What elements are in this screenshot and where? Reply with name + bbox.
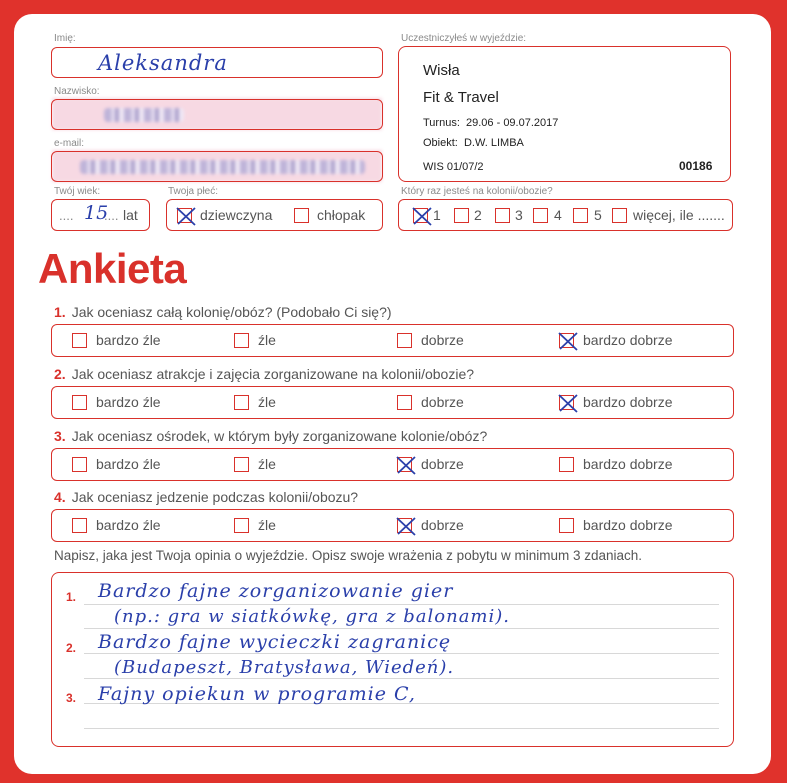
- handwritten-line-4: (Budapeszt, Bratysława, Wiedeń).: [114, 657, 455, 678]
- check-mark-icon: [395, 454, 417, 476]
- times-checkbox-4[interactable]: [533, 208, 548, 223]
- times-field: [398, 199, 733, 231]
- handwritten-line-3: Bardzo fajne wycieczki zagranicę: [98, 631, 452, 653]
- question-number: 2.: [54, 366, 66, 382]
- q4-very-bad-checkbox[interactable]: [72, 518, 87, 533]
- q3-bad-checkbox[interactable]: [234, 457, 249, 472]
- question-2: [54, 366, 474, 382]
- question-text: Jak oceniasz atrakcje i zajęcia zorganizowane na kolonii/obozie?: [71, 366, 475, 382]
- opinion-prompt: Napisz, jaka jest Twoja opinia o wyjeździe. Opisz swoje wrażenia z pobytu w minimum 3 zdaniach.: [54, 548, 643, 563]
- age-field[interactable]: [51, 199, 150, 231]
- handwritten-line-1: Bardzo fajne zorganizowanie gier: [98, 580, 454, 602]
- surname-label: Nazwisko:: [54, 86, 100, 97]
- q1-good-label: dobrze: [421, 332, 464, 348]
- times-checkbox-5[interactable]: [573, 208, 588, 223]
- handwritten-line-5: Fajny opiekun w programie C,: [98, 683, 416, 705]
- q3-bad-label: źle: [258, 456, 276, 472]
- q3-very-bad-checkbox[interactable]: [72, 457, 87, 472]
- q4-good-label: dobrze: [421, 517, 464, 533]
- question-4: [54, 489, 358, 505]
- q2-very-good-checkbox[interactable]: [559, 395, 574, 410]
- q4-very-good-label: bardzo dobrze: [583, 517, 673, 533]
- check-mark-icon: [557, 392, 579, 414]
- surname-field[interactable]: [51, 99, 383, 130]
- opinion-answer-box[interactable]: [51, 572, 734, 747]
- answer-line: [84, 628, 719, 629]
- q1-very-good-label: bardzo dobrze: [583, 332, 673, 348]
- email-field[interactable]: [51, 151, 383, 182]
- turnus-row: [423, 117, 558, 129]
- times-option-3: 3: [515, 207, 523, 223]
- q4-bad-label: źle: [258, 517, 276, 533]
- answer-number-2: 2.: [66, 641, 77, 655]
- trip-label: Uczestniczyłeś w wyjeździe:: [401, 33, 527, 44]
- gender-female-checkbox[interactable]: [177, 208, 192, 223]
- q1-very-good-checkbox[interactable]: [559, 333, 574, 348]
- question-number: 4.: [54, 489, 66, 505]
- times-checkbox-1[interactable]: [413, 208, 428, 223]
- obiekt-label: Obiekt:: [423, 137, 458, 149]
- answer-line: [84, 653, 719, 654]
- q1-very-bad-checkbox[interactable]: [72, 333, 87, 348]
- answer-number-3: 3.: [66, 691, 77, 705]
- answer-number-1: 1.: [66, 590, 77, 604]
- form-number: 00186: [679, 159, 713, 173]
- question-text: Jak oceniasz jedzenie podczas kolonii/obozu?: [71, 489, 359, 505]
- times-checkbox-more[interactable]: [612, 208, 627, 223]
- q1-bad-label: źle: [258, 332, 276, 348]
- redacted-surname: [104, 108, 184, 122]
- question-number: 3.: [54, 428, 66, 444]
- trip-code: WIS 01/07/2: [423, 161, 484, 173]
- times-option-more: więcej, ile .......: [633, 207, 725, 223]
- gender-male-checkbox[interactable]: [294, 208, 309, 223]
- turnus-label: Turnus:: [423, 117, 460, 129]
- q1-very-bad-label: bardzo źle: [96, 332, 161, 348]
- q2-bad-checkbox[interactable]: [234, 395, 249, 410]
- q3-very-good-label: bardzo dobrze: [583, 456, 673, 472]
- q4-good-checkbox[interactable]: [397, 518, 412, 533]
- q3-good-label: dobrze: [421, 456, 464, 472]
- check-mark-icon: [557, 330, 579, 352]
- times-option-5: 5: [594, 207, 602, 223]
- times-option-2: 2: [474, 207, 482, 223]
- answer-line: [84, 728, 719, 729]
- q1-good-checkbox[interactable]: [397, 333, 412, 348]
- name-field[interactable]: [51, 47, 383, 78]
- times-checkbox-3[interactable]: [495, 208, 510, 223]
- check-mark-icon: [395, 515, 417, 537]
- name-label: Imię:: [54, 33, 76, 44]
- question-text: Jak oceniasz ośrodek, w którym były zorganizowane kolonie/obóz?: [71, 428, 488, 444]
- trip-program: Fit & Travel: [423, 89, 499, 106]
- times-checkbox-2[interactable]: [454, 208, 469, 223]
- question-3: [54, 428, 487, 444]
- q2-bad-label: źle: [258, 394, 276, 410]
- q1-bad-checkbox[interactable]: [234, 333, 249, 348]
- q2-very-good-label: bardzo dobrze: [583, 394, 673, 410]
- handwritten-line-2: (np.: gra w siatkówkę, gra z balonami).: [114, 606, 510, 627]
- age-dots: ....: [104, 208, 119, 223]
- check-mark-icon: [411, 205, 433, 227]
- gender-male-label: chłopak: [317, 207, 366, 223]
- gender-label: Twoja płeć:: [168, 186, 219, 197]
- form-title: Ankieta: [38, 245, 187, 292]
- q3-very-bad-label: bardzo źle: [96, 456, 161, 472]
- question-1: [54, 304, 392, 320]
- age-dots: ....: [59, 208, 74, 223]
- gender-female-label: dziewczyna: [200, 207, 273, 223]
- gender-field: [166, 199, 383, 231]
- times-option-1: 1: [433, 207, 441, 223]
- trip-info-box: [398, 46, 731, 182]
- obiekt-row: [423, 137, 524, 149]
- name-value: Aleksandra: [98, 51, 228, 75]
- obiekt-value: D.W. LIMBA: [463, 137, 524, 149]
- email-label: e-mail:: [54, 138, 85, 149]
- q3-good-checkbox[interactable]: [397, 457, 412, 472]
- trip-place: Wisła: [423, 62, 460, 79]
- question-text: Jak oceniasz całą kolonię/obóz? (Podobało Ci się?): [71, 304, 392, 320]
- q4-bad-checkbox[interactable]: [234, 518, 249, 533]
- age-value: 15: [84, 202, 109, 224]
- age-label: Twój wiek:: [54, 186, 101, 197]
- q4-very-bad-label: bardzo źle: [96, 517, 161, 533]
- age-unit: lat: [123, 207, 138, 223]
- q4-very-good-checkbox[interactable]: [559, 518, 574, 533]
- q2-very-bad-label: bardzo źle: [96, 394, 161, 410]
- times-option-4: 4: [554, 207, 562, 223]
- turnus-value: 29.06 - 09.07.2017: [466, 117, 559, 129]
- check-mark-icon: [175, 205, 197, 227]
- q2-good-label: dobrze: [421, 394, 464, 410]
- redacted-email: [80, 160, 365, 174]
- q3-very-good-checkbox[interactable]: [559, 457, 574, 472]
- times-label: Który raz jesteś na kolonii/obozie?: [401, 186, 553, 197]
- answer-line: [84, 678, 719, 679]
- question-number: 1.: [54, 304, 66, 320]
- answer-line: [84, 604, 719, 605]
- q2-very-bad-checkbox[interactable]: [72, 395, 87, 410]
- q2-good-checkbox[interactable]: [397, 395, 412, 410]
